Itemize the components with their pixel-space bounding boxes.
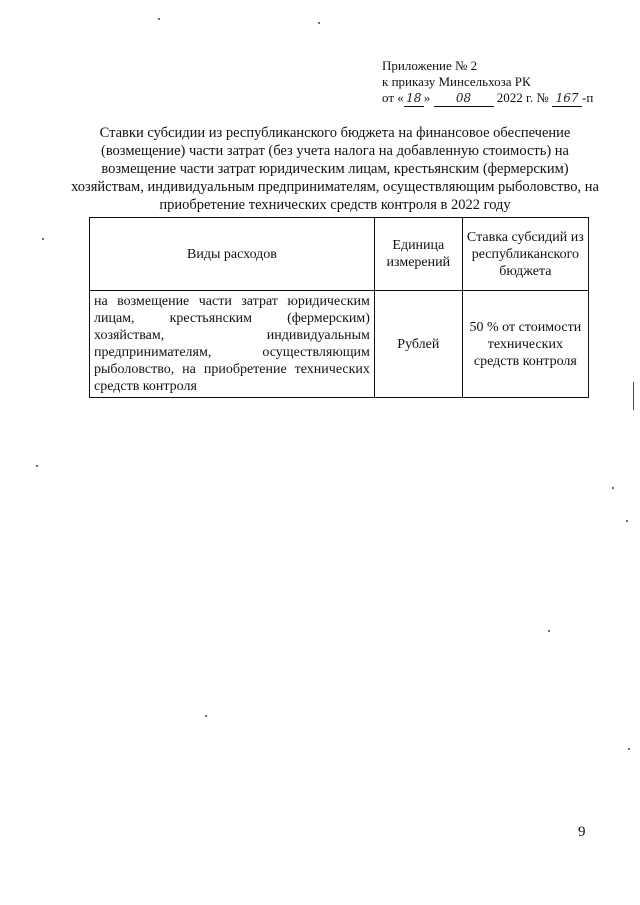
scan-speck [612,487,614,489]
header-rate: Ставка субсидий из республиканского бюджета [462,218,588,291]
scan-speck [548,630,550,632]
appendix-order-ref: к приказу Минсельхоза РК [382,74,531,89]
document-title: Ставки субсидии из республиканского бюджета на финансовое обеспечение (возмещение) части затрат (без учета налога на добавленную стоимость) на возмещение части затрат юридическим лицам, крестьянским (фермерским) хозяйствам, индивидуальным предпринимателям, осуществляющим рыболовство, на приобретение технических средств контроля в 2022 году [71,125,599,213]
table-header-row [90,218,589,291]
scan-speck [158,18,160,20]
cell-rate: 50 % от стоимости технических средств контроля [462,291,588,398]
appendix-block [382,58,632,107]
header-expense-type: Виды расходов [90,218,375,291]
scan-speck [318,22,320,24]
scan-speck [626,520,628,522]
appendix-title: Приложение № 2 [382,58,478,73]
appendix-date-line [382,90,632,107]
handwritten-number: 167 [552,90,582,107]
date-year: 2022 г. № [496,90,549,105]
cell-expense: на возмещение части затрат юридическим лицам, крестьянским (фермерским) хозяйствам, индивидуальным предпринимателям, осуществляющим рыболовство, на приобретение технических средств контроля [90,291,375,398]
page-number: 9 [578,824,586,840]
header-unit: Единица измерений [374,218,462,291]
scan-speck [42,238,44,240]
cell-unit: Рублей [374,291,462,398]
scan-speck [205,715,207,717]
table-row [90,291,589,398]
date-mid: » [423,90,431,105]
number-suffix: -п [582,90,594,105]
handwritten-day: 18 [404,90,424,107]
scan-speck [628,748,630,750]
scan-edge-mark [633,382,634,410]
date-prefix: от « [382,90,404,105]
scan-speck [36,465,38,467]
handwritten-month: 08 [434,90,494,107]
rates-table [89,217,589,398]
